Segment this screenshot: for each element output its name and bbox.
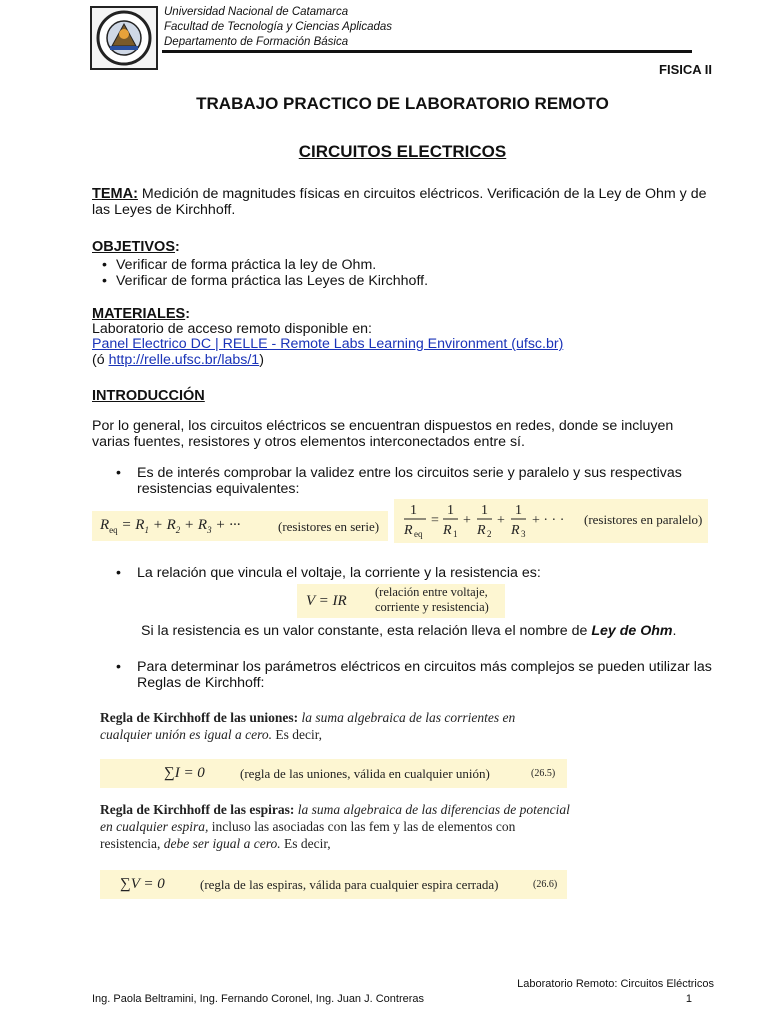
materiales-link-row	[92, 336, 717, 352]
intro-bullet-1: • Es de interés comprobar la validez entre los circuitos serie y paralelo y sus respectivas resistencias equivalentes:	[116, 465, 682, 497]
kirchhoff-uniones-formula-box	[100, 759, 567, 788]
university-name: Universidad Nacional de Catamarca	[164, 6, 349, 18]
ohm-note-line-2: corriente y resistencia)	[375, 600, 489, 614]
uniones-note: (regla de las uniones, válida en cualquier unión)	[240, 766, 490, 781]
espiras-formula: ∑V = 0	[120, 876, 165, 892]
tema-label: TEMA:	[92, 186, 138, 202]
espiras-note: (regla de las espiras, válida para cualquier espira cerrada)	[200, 877, 499, 892]
svg-text:1: 1	[410, 503, 417, 518]
bullet-icon: •	[102, 273, 107, 289]
faculty-name: Facultad de Tecnología y Ciencias Aplicadas	[164, 21, 393, 33]
svg-text:=: =	[431, 513, 439, 528]
ohm-law-text: Si la resistencia es un valor constante, esta relación lleva el nombre de Ley de Ohm.	[141, 623, 677, 639]
svg-text:R: R	[511, 523, 520, 538]
department-name: Departamento de Formación Básica	[164, 36, 349, 48]
tema-text: Medición de magnitudes físicas en circuitos eléctricos. Verificación de la Ley de Ohm y de las Leyes de Kirchhoff.	[92, 186, 707, 218]
introduccion-paragraph: Por lo general, los circuitos eléctricos se encuentran dispuestos en redes, donde se incluyen varias fuentes, resistores y otros elementos interconectados entre sí.	[92, 418, 674, 450]
intro-bullet-3: • Para determinar los parámetros eléctricos en circuitos más complejos se pueden utilizar las Reglas de Kirchhoff:	[116, 659, 712, 691]
document-subtitle: CIRCUITOS ELECTRICOS	[298, 142, 507, 161]
university-seal-icon	[92, 8, 156, 68]
serie-formula: $R_{eq} = R_1 + R_2 + R_3$ + ···	[100, 517, 241, 535]
ohm-note-line-1: (relación entre voltaje,	[375, 585, 488, 599]
svg-text:+: +	[463, 513, 471, 528]
svg-text:2: 2	[487, 529, 492, 539]
serie-formula-box	[92, 511, 388, 541]
paralelo-formula-box	[394, 499, 708, 543]
paralelo-note: (resistores en paralelo)	[584, 512, 703, 527]
svg-text:1: 1	[515, 503, 522, 518]
footer-authors: Ing. Paola Beltramini, Ing. Fernando Coronel, Ing. Juan J. Contreras	[92, 993, 425, 1005]
paralelo-formula	[398, 501, 578, 541]
svg-text:1: 1	[481, 503, 488, 518]
svg-text:R: R	[477, 523, 486, 538]
svg-text:+: +	[497, 513, 505, 528]
page-number: 1	[685, 993, 692, 1005]
objetivos-heading: OBJETIVOS:	[92, 239, 180, 255]
materiales-heading: MATERIALES:	[92, 306, 190, 322]
serie-note: (resistores en serie)	[278, 519, 380, 534]
materiales-alt-link-row: (ó http://relle.ufsc.br/labs/1)	[92, 352, 264, 368]
kirchhoff-uniones-title: Regla de Kirchhoff de las uniones:	[100, 710, 299, 725]
bullet-icon: •	[116, 465, 121, 481]
svg-text:R: R	[404, 523, 413, 538]
ohm-formula: V = IR	[306, 593, 347, 609]
tema-section	[92, 186, 717, 218]
university-logo	[90, 6, 158, 70]
espiras-equation-number: (26.6)	[533, 879, 558, 890]
svg-text:R: R	[443, 523, 452, 538]
relle-panel-link[interactable]: Panel Electrico DC | RELLE - Remote Labs Learning Environment (ufsc.br)	[92, 336, 564, 352]
materiales-text: Laboratorio de acceso remoto disponible en:	[92, 321, 372, 337]
uniones-formula: ∑I = 0	[164, 765, 205, 781]
bullet-icon: •	[116, 565, 121, 581]
bullet-icon: •	[102, 257, 107, 273]
objetivo-item-2: • Verificar de forma práctica las Leyes de Kirchhoff.	[102, 273, 429, 289]
bullet-icon: •	[116, 659, 121, 675]
footer-title: Laboratorio Remoto: Circuitos Eléctricos	[517, 978, 714, 990]
objetivo-item-1: • Verificar de forma práctica la ley de Ohm.	[102, 257, 377, 273]
ohm-law-name: Ley de Ohm	[591, 623, 673, 639]
svg-text:1: 1	[453, 529, 458, 539]
svg-text:+ · · ·: + · · ·	[532, 513, 565, 528]
ohm-formula-box	[297, 584, 505, 618]
kirchhoff-uniones-text: Regla de Kirchhoff de las uniones: la suma algebraica de las corrientes en cualquier unión es igual a cero. Es decir,	[100, 710, 516, 742]
svg-text:3: 3	[521, 529, 526, 539]
kirchhoff-espiras-text: Regla de Kirchhoff de las espiras: la suma algebraica de las diferencias de potencial en cualquier espira, incluso las asociadas con las fem y las de elementos con resistencia, debe ser igual a cero. Es decir,	[100, 802, 570, 851]
course-name: FISICA II	[659, 62, 712, 77]
intro-bullet-2: • La relación que vincula el voltaje, la corriente y la resistencia es:	[116, 565, 541, 581]
header-rule	[162, 50, 692, 53]
relle-url-link[interactable]: http://relle.ufsc.br/labs/1	[108, 352, 260, 368]
document-title: TRABAJO PRACTICO DE LABORATORIO REMOTO	[196, 94, 609, 113]
svg-text:1: 1	[447, 503, 454, 518]
kirchhoff-espiras-formula-box	[100, 870, 567, 899]
introduccion-heading: INTRODUCCIÓN	[92, 388, 205, 404]
svg-text:eq: eq	[414, 529, 423, 539]
uniones-equation-number: (26.5)	[531, 768, 556, 779]
kirchhoff-espiras-title: Regla de Kirchhoff de las espiras:	[100, 802, 295, 817]
